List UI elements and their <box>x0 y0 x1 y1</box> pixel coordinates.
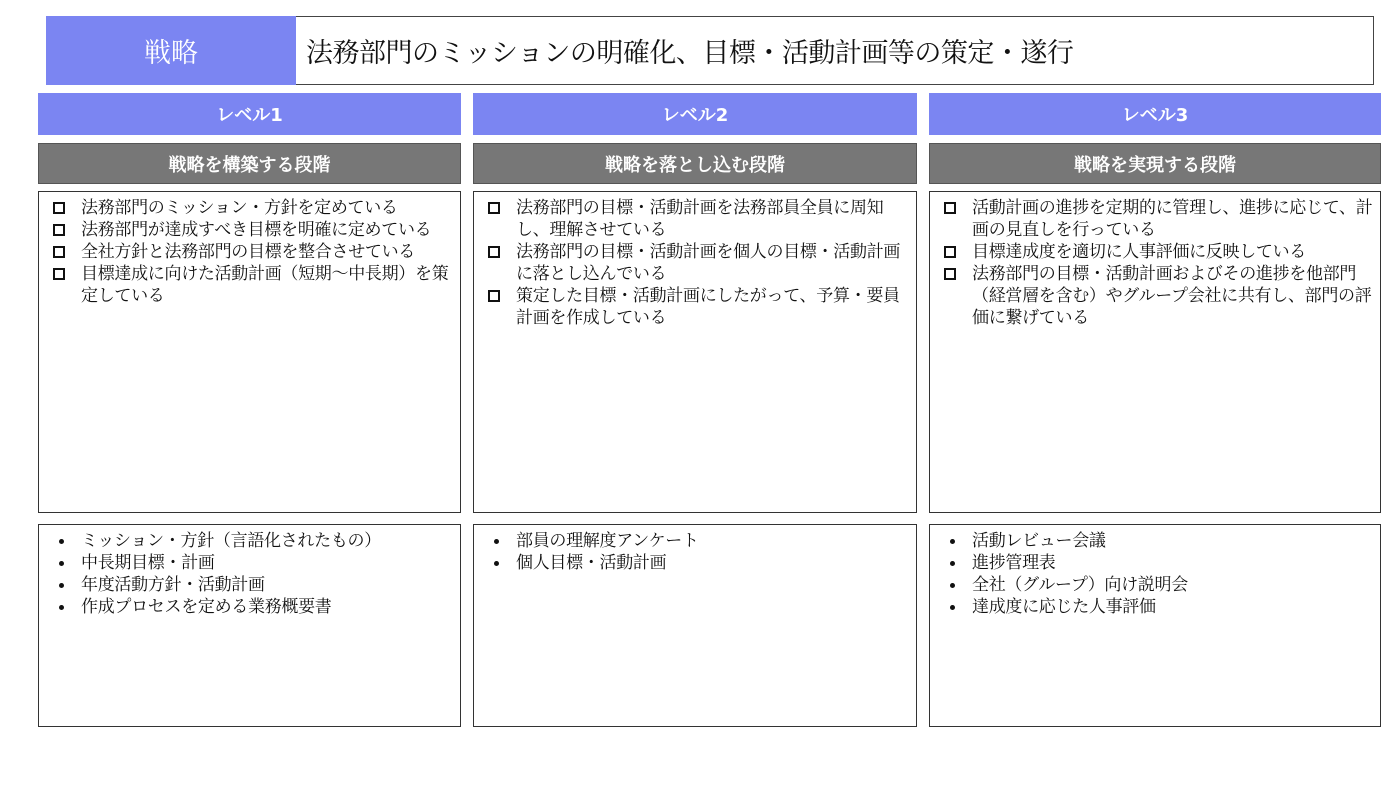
strategy-label: 戦略 <box>46 16 296 85</box>
checkbox-icon <box>53 224 65 236</box>
bullet-icon <box>950 561 955 566</box>
level-3-stage: 戦略を実現する段階 <box>929 143 1381 184</box>
evidence-item <box>484 530 910 552</box>
criteria-text: 全社方針と法務部門の目標を整合させている <box>81 242 415 262</box>
criteria-item <box>940 263 1374 329</box>
evidence-text: 活動レビュー会議 <box>972 531 1106 551</box>
level-3-header: レベル3 <box>929 93 1381 135</box>
evidence-item <box>49 552 454 574</box>
checkbox-icon <box>488 290 500 302</box>
bullet-icon <box>950 539 955 544</box>
criteria-text: 法務部門のミッション・方針を定めている <box>81 198 398 218</box>
criteria-text: 目標達成に向けた活動計画（短期～中長期）を策定している <box>81 264 449 306</box>
evidence-text: 進捗管理表 <box>972 553 1056 573</box>
evidence-text: 全社（グループ）向け説明会 <box>972 575 1188 595</box>
criteria-text: 法務部門の目標・活動計画を法務部員全員に周知し、理解させている <box>516 198 884 240</box>
evidence-text: 作成プロセスを定める業務概要書 <box>81 597 332 617</box>
evidence-item <box>940 552 1374 574</box>
bullet-icon <box>950 583 955 588</box>
checkbox-icon <box>53 246 65 258</box>
evidence-item <box>49 574 454 596</box>
criteria-item <box>49 219 454 241</box>
criteria-item <box>49 241 454 263</box>
criteria-text: 法務部門が達成すべき目標を明確に定めている <box>81 220 432 240</box>
level-1-evidence-list <box>39 525 460 618</box>
level-1-stage: 戦略を構築する段階 <box>38 143 461 184</box>
bullet-icon <box>59 539 64 544</box>
criteria-text: 法務部門の目標・活動計画を個人の目標・活動計画に落とし込んでいる <box>516 242 901 284</box>
checkbox-icon <box>488 246 500 258</box>
level-1-criteria-box <box>38 191 461 513</box>
bullet-icon <box>494 539 499 544</box>
checkbox-icon <box>53 202 65 214</box>
evidence-item <box>49 596 454 618</box>
level-1-criteria-list <box>39 192 460 307</box>
criteria-item <box>484 197 910 241</box>
criteria-item <box>49 263 454 307</box>
level-1-evidence-box <box>38 524 461 727</box>
criteria-text: 策定した目標・活動計画にしたがって、予算・要員計画を作成している <box>516 286 900 328</box>
criteria-text: 法務部門の目標・活動計画およびその進捗を他部門（経営層を含む）やグループ会社に共有し、部門の評価に繋げている <box>972 264 1372 328</box>
checkbox-icon <box>944 202 956 214</box>
level-2-evidence-box <box>473 524 917 727</box>
criteria-item <box>484 285 910 329</box>
criteria-item <box>940 197 1374 241</box>
checkbox-icon <box>488 202 500 214</box>
bullet-icon <box>950 605 955 610</box>
level-2-criteria-list <box>474 192 916 329</box>
level-2-criteria-box <box>473 191 917 513</box>
evidence-item <box>940 530 1374 552</box>
evidence-item <box>49 530 454 552</box>
level-2-stage: 戦略を落とし込む段階 <box>473 143 917 184</box>
level-3-evidence-box <box>929 524 1381 727</box>
evidence-text: ミッション・方針（言語化されたもの） <box>81 531 381 551</box>
level-3-criteria-list <box>930 192 1380 329</box>
page-title: 法務部門のミッションの明確化、目標・活動計画等の策定・遂行 <box>296 16 1374 85</box>
checkbox-icon <box>53 268 65 280</box>
criteria-text: 活動計画の進捗を定期的に管理し、進捗に応じて、計画の見直しを行っている <box>972 198 1373 240</box>
evidence-text: 中長期目標・計画 <box>81 553 215 573</box>
criteria-item <box>49 197 454 219</box>
level-2-evidence-list <box>474 525 916 574</box>
evidence-item <box>940 574 1374 596</box>
bullet-icon <box>59 605 64 610</box>
evidence-text: 達成度に応じた人事評価 <box>972 597 1156 617</box>
bullet-icon <box>59 583 64 588</box>
evidence-item <box>484 552 910 574</box>
level-3-evidence-list <box>930 525 1380 618</box>
criteria-item <box>484 241 910 285</box>
evidence-text: 部員の理解度アンケート <box>516 531 699 551</box>
level-2-header: レベル2 <box>473 93 917 135</box>
evidence-text: 年度活動方針・活動計画 <box>81 575 265 595</box>
criteria-item <box>940 241 1374 263</box>
criteria-text: 目標達成度を適切に人事評価に反映している <box>972 242 1306 262</box>
evidence-text: 個人目標・活動計画 <box>516 553 667 573</box>
checkbox-icon <box>944 246 956 258</box>
checkbox-icon <box>944 268 956 280</box>
evidence-item <box>940 596 1374 618</box>
bullet-icon <box>494 561 499 566</box>
level-1-header: レベル1 <box>38 93 461 135</box>
level-3-criteria-box <box>929 191 1381 513</box>
bullet-icon <box>59 561 64 566</box>
